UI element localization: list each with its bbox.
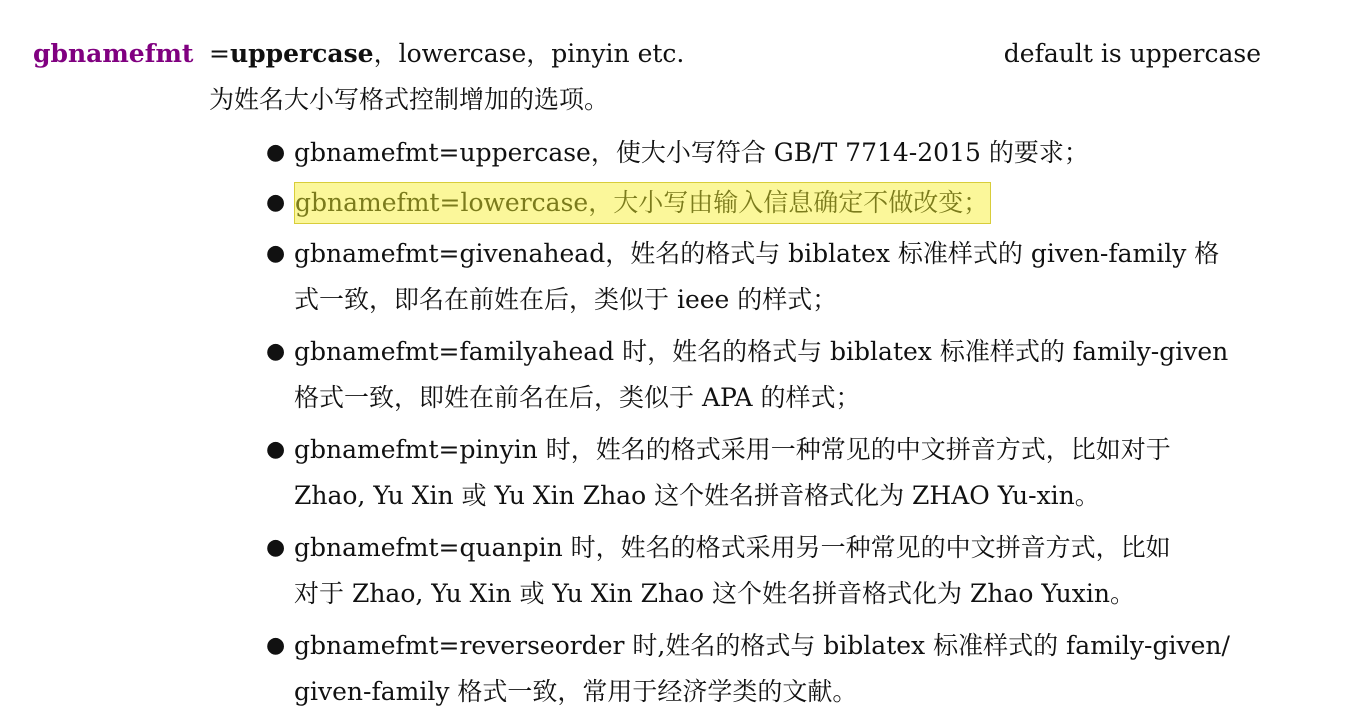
list-item-line-wrapper (294, 180, 1261, 226)
list-item-text (294, 329, 1261, 421)
list-item-line: gbnamefmt=quanpin 时，姓名的格式采用另一种常见的中文拼音方式，比如 (294, 533, 1171, 562)
bullet-icon: ● (266, 535, 286, 560)
option-first-value: uppercase (229, 39, 374, 68)
list-item-line: 式一致，即名在前姓在后，类似于 ieee 的样式； (294, 285, 838, 314)
list-item-line: Zhao, Yu Xin 或 Yu Xin Zhao 这个姓名拼音格式化为 ZHAO Yu-xin。 (294, 481, 1100, 510)
bullet-icon: ● (266, 140, 286, 165)
list-item-line: 格式一致，即姓在前名在后，类似于 APA 的样式； (294, 383, 861, 412)
bullet-icon: ● (266, 633, 286, 658)
option-header-row (33, 36, 1261, 72)
list-item-text (294, 623, 1261, 715)
bullet-icon: ● (266, 339, 286, 364)
highlighted-text[interactable]: gbnamefmt=lowercase，大小写由输入信息确定不做改变； (294, 182, 991, 224)
list-item-line: gbnamefmt=pinyin 时，姓名的格式采用一种常见的中文拼音方式，比如对于 (294, 435, 1171, 464)
bullet-icon: ● (266, 437, 286, 462)
list-item-line: gbnamefmt=reverseorder 时,姓名的格式与 biblatex 标准样式的 family-given/ (294, 631, 1230, 660)
list-item-text (294, 525, 1261, 617)
list-item-text (294, 427, 1261, 519)
list-item-line: gbnamefmt=familyahead 时，姓名的格式与 biblatex 标准样式的 family-given (294, 337, 1229, 366)
option-description: 为姓名大小写格式控制增加的选项。 (209, 85, 610, 114)
list-item-line: gbnamefmt=uppercase，使大小写符合 GB/T 7714-2015 的要求； (294, 138, 1089, 167)
list-item-line: given-family 格式一致，常用于经济学类的文献。 (294, 677, 858, 706)
list-item-line: gbnamefmt=givenahead，姓名的格式与 biblatex 标准样式的 given-family 格 (294, 239, 1220, 268)
option-name: gbnamefmt (33, 39, 194, 68)
bullet-icon: ● (266, 190, 286, 215)
bullet-icon: ● (266, 241, 286, 266)
list-item-text (294, 231, 1261, 323)
option-values (209, 36, 684, 72)
list-item-line: 对于 Zhao, Yu Xin 或 Yu Xin Zhao 这个姓名拼音格式化为 Zhao Yuxin。 (294, 579, 1135, 608)
option-rest-values: ，lowercase，pinyin etc. (373, 39, 685, 68)
list-item-text (294, 180, 1261, 226)
option-default: default is uppercase (1003, 39, 1261, 68)
option-eq: = (209, 39, 230, 68)
list-item-text (294, 130, 1261, 176)
